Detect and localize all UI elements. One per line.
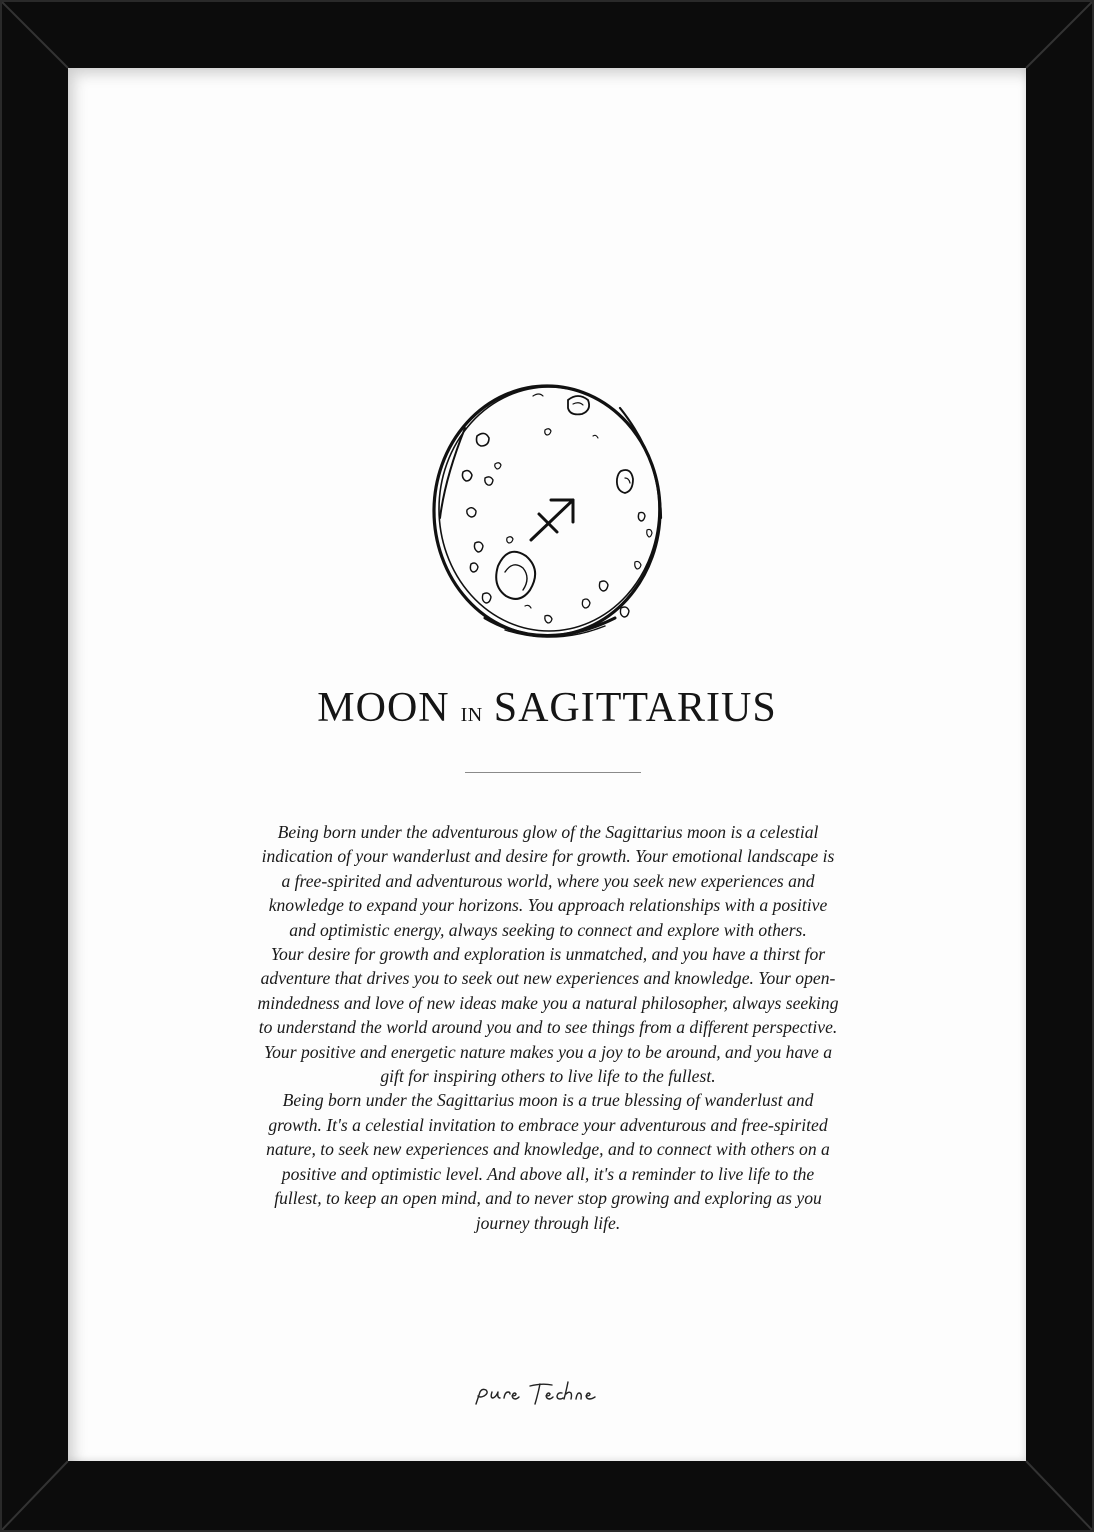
horoscope-text xyxy=(218,820,878,1235)
text-line: positive and optimistic level. And above all, it's a reminder to live life to the xyxy=(281,1163,815,1184)
sagittarius-symbol-icon xyxy=(523,488,583,548)
text-line: Your desire for growth and exploration is unmatched, and you have a thirst for xyxy=(270,944,826,965)
text-line: Being born under the Sagittarius moon is a true blessing of wanderlust and xyxy=(282,1090,814,1111)
text-line: indication of your wanderlust and desire for growth. Your emotional landscape is xyxy=(261,846,835,867)
text-line: gift for inspiring others to live life to the fullest. xyxy=(380,1066,716,1087)
text-line: a free-spirited and adventurous world, where you seek new experiences and xyxy=(281,870,815,891)
title-part-2: SAGITTARIUS xyxy=(493,685,777,731)
text-line: Your positive and energetic nature makes you a joy to be around, and you have a xyxy=(263,1041,833,1062)
text-line: growth. It's a celestial invitation to embrace your adventurous and free-spirited xyxy=(268,1114,828,1135)
text-line: fullest, to keep an open mind, and to never stop growing and exploring as you xyxy=(274,1188,822,1209)
title-part-1: MOON xyxy=(317,685,450,731)
text-line: nature, to seek new experiences and knowledge, and to connect with others on a xyxy=(266,1139,830,1160)
brand-signature-logo xyxy=(468,1374,628,1414)
text-line: to understand the world around you and to see things from a different perspective. xyxy=(258,1017,838,1038)
text-line: knowledge to expand your horizons. You approach relationships with a positive xyxy=(268,895,828,916)
text-line: and optimistic energy, always seeking to connect and explore with others. xyxy=(289,919,807,940)
moon-illustration-icon xyxy=(425,368,675,648)
poster-paper xyxy=(68,68,1026,1461)
text-line: journey through life. xyxy=(475,1212,621,1233)
text-line: Being born under the adventurous glow of the Sagittarius moon is a celestial xyxy=(277,822,819,842)
text-line: mindedness and love of new ideas make you a natural philosopher, always seeking xyxy=(257,992,839,1013)
title-connector: IN xyxy=(460,704,483,726)
poster-title xyxy=(68,684,1026,732)
title-divider xyxy=(465,772,641,773)
text-line: adventure that drives you to seek out new experiences and knowledge. Your open- xyxy=(260,968,836,989)
